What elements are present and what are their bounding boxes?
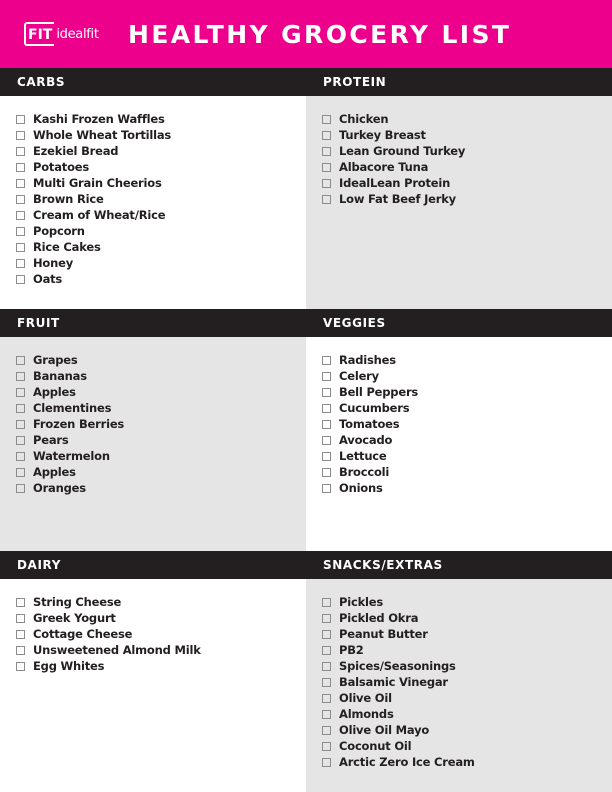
item-label: IdealLean Protein: [339, 176, 451, 190]
list-item: [322, 191, 612, 207]
item-label: Cottage Cheese: [33, 627, 133, 641]
list-item: [16, 642, 306, 658]
list-item: [322, 384, 612, 400]
checkbox[interactable]: [16, 630, 25, 639]
page-title: HEALTHY GROCERY LIST: [128, 20, 512, 49]
logo-mark: FIT: [24, 22, 54, 46]
checkbox[interactable]: [322, 758, 331, 767]
checkbox[interactable]: [16, 275, 25, 284]
checkbox[interactable]: [16, 259, 25, 268]
checkbox[interactable]: [16, 646, 25, 655]
item-label: Multi Grain Cheerios: [33, 176, 162, 190]
checkbox[interactable]: [322, 468, 331, 477]
list-item: [322, 480, 612, 496]
checkbox[interactable]: [322, 179, 331, 188]
list-item: [322, 352, 612, 368]
list-item: [16, 352, 306, 368]
checkbox[interactable]: [16, 179, 25, 188]
item-label: Bell Peppers: [339, 385, 419, 399]
item-list: [0, 96, 306, 287]
checkbox[interactable]: [322, 436, 331, 445]
section-fruit: [0, 309, 306, 551]
section-protein: [306, 68, 612, 309]
list-item: [322, 159, 612, 175]
item-label: Honey: [33, 256, 74, 270]
list-item: [16, 239, 306, 255]
list-item: [322, 464, 612, 480]
item-label: Greek Yogurt: [33, 611, 116, 625]
item-label: Whole Wheat Tortillas: [33, 128, 172, 142]
item-label: Chicken: [339, 112, 389, 126]
checkbox[interactable]: [16, 131, 25, 140]
item-label: Lean Ground Turkey: [339, 144, 466, 158]
list-item: [322, 690, 612, 706]
item-label: Pickled Okra: [339, 611, 419, 625]
item-label: Olive Oil Mayo: [339, 723, 430, 737]
item-label: Kashi Frozen Waffles: [33, 112, 165, 126]
list-item: [16, 255, 306, 271]
list-item: [16, 191, 306, 207]
item-label: Lettuce: [339, 449, 387, 463]
section-body: [306, 337, 612, 551]
item-label: Potatoes: [33, 160, 90, 174]
checkbox[interactable]: [322, 484, 331, 493]
list-item: [16, 626, 306, 642]
item-label: Cream of Wheat/Rice: [33, 208, 166, 222]
list-item: [16, 416, 306, 432]
list-item: [322, 400, 612, 416]
checkbox[interactable]: [322, 614, 331, 623]
checkbox[interactable]: [322, 115, 331, 124]
item-label: Brown Rice: [33, 192, 104, 206]
list-item: [322, 416, 612, 432]
item-label: Onions: [339, 481, 383, 495]
list-item: [16, 368, 306, 384]
item-label: Arctic Zero Ice Cream: [339, 755, 475, 769]
item-label: Celery: [339, 369, 379, 383]
section-body: [0, 579, 306, 792]
checkbox[interactable]: [322, 404, 331, 413]
section-body: [306, 579, 612, 792]
list-item: [16, 159, 306, 175]
checkbox[interactable]: [16, 468, 25, 477]
list-item: [322, 143, 612, 159]
checkbox[interactable]: [16, 147, 25, 156]
item-label: Broccoli: [339, 465, 390, 479]
checkbox[interactable]: [16, 484, 25, 493]
list-item: [322, 432, 612, 448]
list-item: [322, 674, 612, 690]
checkbox[interactable]: [16, 662, 25, 671]
item-list: [0, 337, 306, 496]
list-item: [322, 626, 612, 642]
item-label: Apples: [33, 385, 76, 399]
item-label: Clementines: [33, 401, 112, 415]
list-item: [16, 271, 306, 287]
checkbox[interactable]: [322, 694, 331, 703]
item-label: Rice Cakes: [33, 240, 101, 254]
list-item: [322, 127, 612, 143]
item-label: Ezekiel Bread: [33, 144, 119, 158]
item-label: PB2: [339, 643, 364, 657]
section-carbs: [0, 68, 306, 309]
section-body: [0, 96, 306, 309]
item-label: Oranges: [33, 481, 86, 495]
checkbox[interactable]: [322, 598, 331, 607]
item-label: Radishes: [339, 353, 396, 367]
item-label: Peanut Butter: [339, 627, 428, 641]
item-label: Bananas: [33, 369, 87, 383]
list-item: [16, 207, 306, 223]
list-item: [322, 658, 612, 674]
header-banner: [0, 0, 612, 68]
list-item: [16, 610, 306, 626]
list-item: [322, 642, 612, 658]
section-body: [0, 337, 306, 551]
list-item: [16, 464, 306, 480]
list-item: [322, 448, 612, 464]
checkbox[interactable]: [16, 243, 25, 252]
item-label: Low Fat Beef Jerky: [339, 192, 456, 206]
section-snacks-extras: [306, 551, 612, 792]
item-label: Popcorn: [33, 224, 85, 238]
list-item: [16, 127, 306, 143]
item-list: [306, 579, 612, 770]
item-label: String Cheese: [33, 595, 122, 609]
checkbox[interactable]: [322, 710, 331, 719]
checkbox[interactable]: [322, 195, 331, 204]
section-header: SNACKS/EXTRAS: [306, 551, 612, 579]
list-item: [322, 610, 612, 626]
checkbox[interactable]: [16, 614, 25, 623]
section-header: FRUIT: [0, 309, 306, 337]
checkbox[interactable]: [322, 662, 331, 671]
checkbox[interactable]: [322, 452, 331, 461]
checkbox[interactable]: [322, 163, 331, 172]
list-item: [322, 175, 612, 191]
checkbox[interactable]: [16, 163, 25, 172]
item-label: Spices/Seasonings: [339, 659, 456, 673]
list-item: [16, 384, 306, 400]
item-label: Coconut Oil: [339, 739, 412, 753]
item-label: Watermelon: [33, 449, 110, 463]
item-label: Pickles: [339, 595, 384, 609]
item-label: Apples: [33, 465, 76, 479]
list-item: [322, 706, 612, 722]
list-item: [322, 738, 612, 754]
list-item: [322, 368, 612, 384]
item-label: Grapes: [33, 353, 78, 367]
section-header: VEGGIES: [306, 309, 612, 337]
checkbox[interactable]: [16, 436, 25, 445]
checkbox[interactable]: [322, 726, 331, 735]
list-item: [16, 111, 306, 127]
list-item: [16, 223, 306, 239]
checkbox[interactable]: [16, 195, 25, 204]
item-label: Oats: [33, 272, 63, 286]
checkbox[interactable]: [16, 452, 25, 461]
item-label: Albacore Tuna: [339, 160, 429, 174]
checkbox[interactable]: [322, 388, 331, 397]
list-item: [16, 658, 306, 674]
section-header: PROTEIN: [306, 68, 612, 96]
list-item: [16, 448, 306, 464]
item-label: Tomatoes: [339, 417, 400, 431]
item-label: Balsamic Vinegar: [339, 675, 448, 689]
item-label: Turkey Breast: [339, 128, 426, 142]
section-dairy: [0, 551, 306, 792]
item-label: Frozen Berries: [33, 417, 125, 431]
item-list: [306, 337, 612, 496]
checkbox[interactable]: [16, 388, 25, 397]
item-label: Avocado: [339, 433, 393, 447]
list-item: [322, 722, 612, 738]
list-item: [322, 754, 612, 770]
checkbox[interactable]: [322, 630, 331, 639]
item-label: Cucumbers: [339, 401, 410, 415]
checkbox[interactable]: [322, 147, 331, 156]
checkbox[interactable]: [16, 372, 25, 381]
list-item: [16, 143, 306, 159]
idealfit-logo: [24, 21, 99, 47]
list-item: [16, 594, 306, 610]
section-body: [306, 96, 612, 309]
checkbox[interactable]: [322, 678, 331, 687]
list-item: [16, 175, 306, 191]
item-list: [306, 96, 612, 207]
checkbox[interactable]: [16, 115, 25, 124]
checkbox[interactable]: [322, 131, 331, 140]
checkbox[interactable]: [16, 356, 25, 365]
item-label: Unsweetened Almond Milk: [33, 643, 201, 657]
checkbox[interactable]: [322, 356, 331, 365]
list-item: [322, 111, 612, 127]
item-label: Egg Whites: [33, 659, 105, 673]
checkbox[interactable]: [322, 372, 331, 381]
section-header: CARBS: [0, 68, 306, 96]
list-item: [16, 400, 306, 416]
item-list: [0, 579, 306, 674]
checkbox[interactable]: [16, 598, 25, 607]
list-item: [322, 594, 612, 610]
logo-text: idealfit: [56, 26, 99, 42]
item-label: Pears: [33, 433, 69, 447]
section-veggies: [306, 309, 612, 551]
checkbox[interactable]: [322, 420, 331, 429]
item-label: Almonds: [339, 707, 394, 721]
checkbox[interactable]: [16, 420, 25, 429]
checkbox[interactable]: [16, 404, 25, 413]
checkbox[interactable]: [322, 646, 331, 655]
item-label: Olive Oil: [339, 691, 392, 705]
checkbox[interactable]: [16, 211, 25, 220]
checkbox[interactable]: [322, 742, 331, 751]
list-item: [16, 480, 306, 496]
section-header: DAIRY: [0, 551, 306, 579]
checkbox[interactable]: [16, 227, 25, 236]
list-item: [16, 432, 306, 448]
